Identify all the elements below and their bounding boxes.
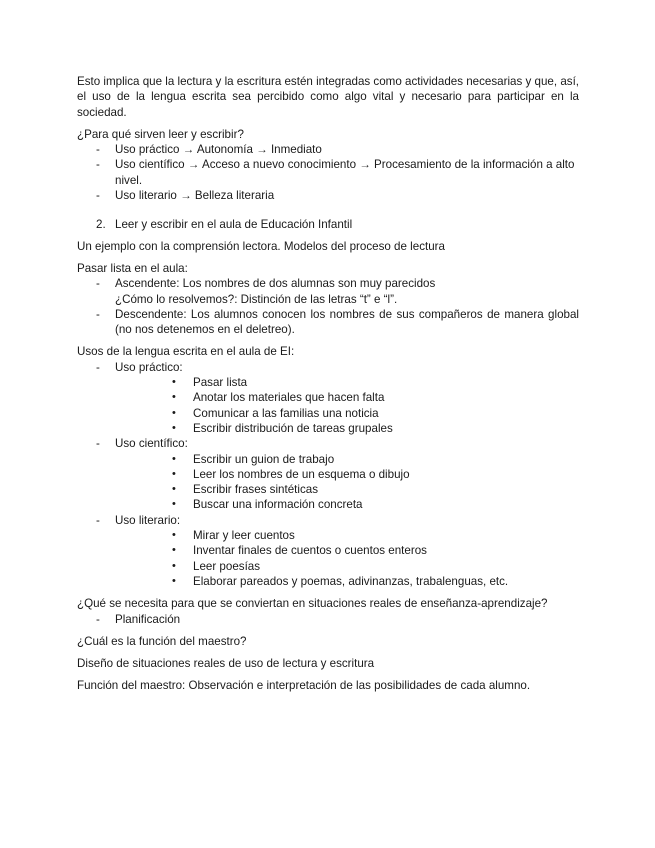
dash-marker: - — [96, 189, 100, 203]
list-item-text: Buscar una información concreta — [193, 498, 363, 512]
list-item — [115, 543, 579, 558]
document-body — [77, 74, 579, 694]
dash-marker: - — [96, 612, 100, 626]
list-item — [77, 436, 579, 512]
list-item — [115, 528, 579, 543]
dash-marker: - — [96, 307, 100, 321]
list-item — [115, 574, 579, 589]
list-item — [77, 157, 579, 188]
list-item — [115, 467, 579, 482]
bullet-marker: • — [172, 452, 176, 465]
bullet-marker: • — [172, 467, 176, 480]
bullet-marker: • — [172, 406, 176, 419]
section-heading-list — [77, 217, 579, 232]
list-item-text: Pasar lista — [193, 376, 248, 390]
dash-marker: - — [96, 360, 100, 374]
reading-models-list — [77, 276, 579, 337]
list-item — [77, 360, 579, 436]
bullet-marker: • — [172, 559, 176, 572]
list-item-text: Comunicar a las familias una noticia — [193, 406, 379, 420]
planning-list — [77, 612, 579, 627]
bullet-marker: • — [172, 483, 176, 496]
usos-title: Usos de la lengua escrita en el aula de EI: — [77, 345, 295, 359]
bullet-marker: • — [172, 544, 176, 557]
list-item — [115, 390, 579, 405]
list-item-text: Uso científico → Acceso a nuevo conocimiento → Procesamiento de la información a alto nivel. — [115, 158, 575, 187]
list-item-text: Escribir distribución de tareas grupales — [193, 421, 393, 435]
list-item-label: Uso práctico: — [115, 360, 183, 374]
example-line: Un ejemplo con la comprensión lectora. Modelos del proceso de lectura — [77, 239, 445, 253]
list-item-label: Uso científico: — [115, 437, 188, 451]
bullet-marker: • — [172, 574, 176, 587]
list-item-text: Uso práctico → Autonomía → Inmediato — [115, 143, 322, 157]
list-item — [77, 276, 579, 307]
dash-marker: - — [96, 277, 100, 291]
sub-list — [115, 528, 579, 589]
list-item-text: Leer poesías — [193, 559, 261, 573]
list-item — [115, 482, 579, 497]
list-item — [115, 375, 579, 390]
sub-list — [115, 452, 579, 513]
uses-list — [77, 142, 579, 203]
list-item — [115, 497, 579, 512]
pasar-lista-line: Pasar lista en el aula: — [77, 261, 188, 275]
teacher-function-line: Función del maestro: Observación e interpretación de las posibilidades de cada alumno. — [77, 679, 531, 693]
list-item-text: Ascendente: Los nombres de dos alumnas son muy parecidos — [115, 277, 436, 291]
list-item — [77, 142, 579, 157]
list-item — [115, 452, 579, 467]
section-heading — [77, 217, 579, 232]
dash-marker: - — [96, 513, 100, 527]
bullet-marker: • — [172, 421, 176, 434]
list-item — [77, 188, 579, 203]
bullet-marker: • — [172, 529, 176, 542]
section-number: 2. — [96, 218, 106, 232]
bullet-marker: • — [172, 376, 176, 389]
dash-marker: - — [96, 437, 100, 451]
section-title: Leer y escribir en el aula de Educación Infantil — [115, 218, 353, 232]
list-item — [115, 559, 579, 574]
list-item-text: ¿Cómo lo resolvemos?: Distinción de las letras “t” e “l”. — [115, 292, 398, 306]
sub-list — [115, 375, 579, 436]
bullet-marker: • — [172, 498, 176, 511]
list-item — [77, 513, 579, 589]
list-item-text: Mirar y leer cuentos — [193, 529, 295, 543]
list-item — [77, 612, 579, 627]
list-item-text: Descendente: Los alumnos conocen los nombres de sus compañeros de manera global (no nos detenemos en el deletreo). — [115, 307, 579, 337]
list-item-text: Planificación — [115, 612, 181, 626]
list-item-text: Anotar los materiales que hacen falta — [193, 391, 385, 405]
bullet-marker: • — [172, 391, 176, 404]
question-teacher-role: ¿Cuál es la función del maestro? — [77, 634, 247, 648]
question-purpose: ¿Para qué sirven leer y escribir? — [77, 127, 244, 141]
list-item-label: Uso literario: — [115, 513, 181, 527]
list-item — [115, 421, 579, 436]
dash-marker: - — [96, 143, 100, 157]
list-item-text: Uso literario → Belleza literaria — [115, 189, 275, 203]
list-item-text: Escribir un guion de trabajo — [193, 452, 335, 466]
list-item-text: Leer los nombres de un esquema o dibujo — [193, 467, 410, 481]
intro-paragraph: Esto implica que la lectura y la escritura estén integradas como actividades necesarias y que, así, el uso de la lengua escrita sea percibido como algo vital y necesario para participar en la sociedad. — [77, 75, 580, 119]
list-item-text: Inventar finales de cuentos o cuentos enteros — [193, 544, 427, 558]
usos-list — [77, 360, 579, 589]
dash-marker: - — [96, 158, 100, 172]
question-real-situations: ¿Qué se necesita para que se conviertan en situaciones reales de enseñanza-aprendizaje? — [77, 597, 548, 611]
list-item-text: Escribir frases sintéticas — [193, 483, 318, 497]
design-line: Diseño de situaciones reales de uso de lectura y escritura — [77, 657, 375, 671]
list-item-text: Elaborar pareados y poemas, adivinanzas, trabalenguas, etc. — [193, 574, 509, 588]
list-item — [77, 307, 579, 338]
list-item — [115, 406, 579, 421]
